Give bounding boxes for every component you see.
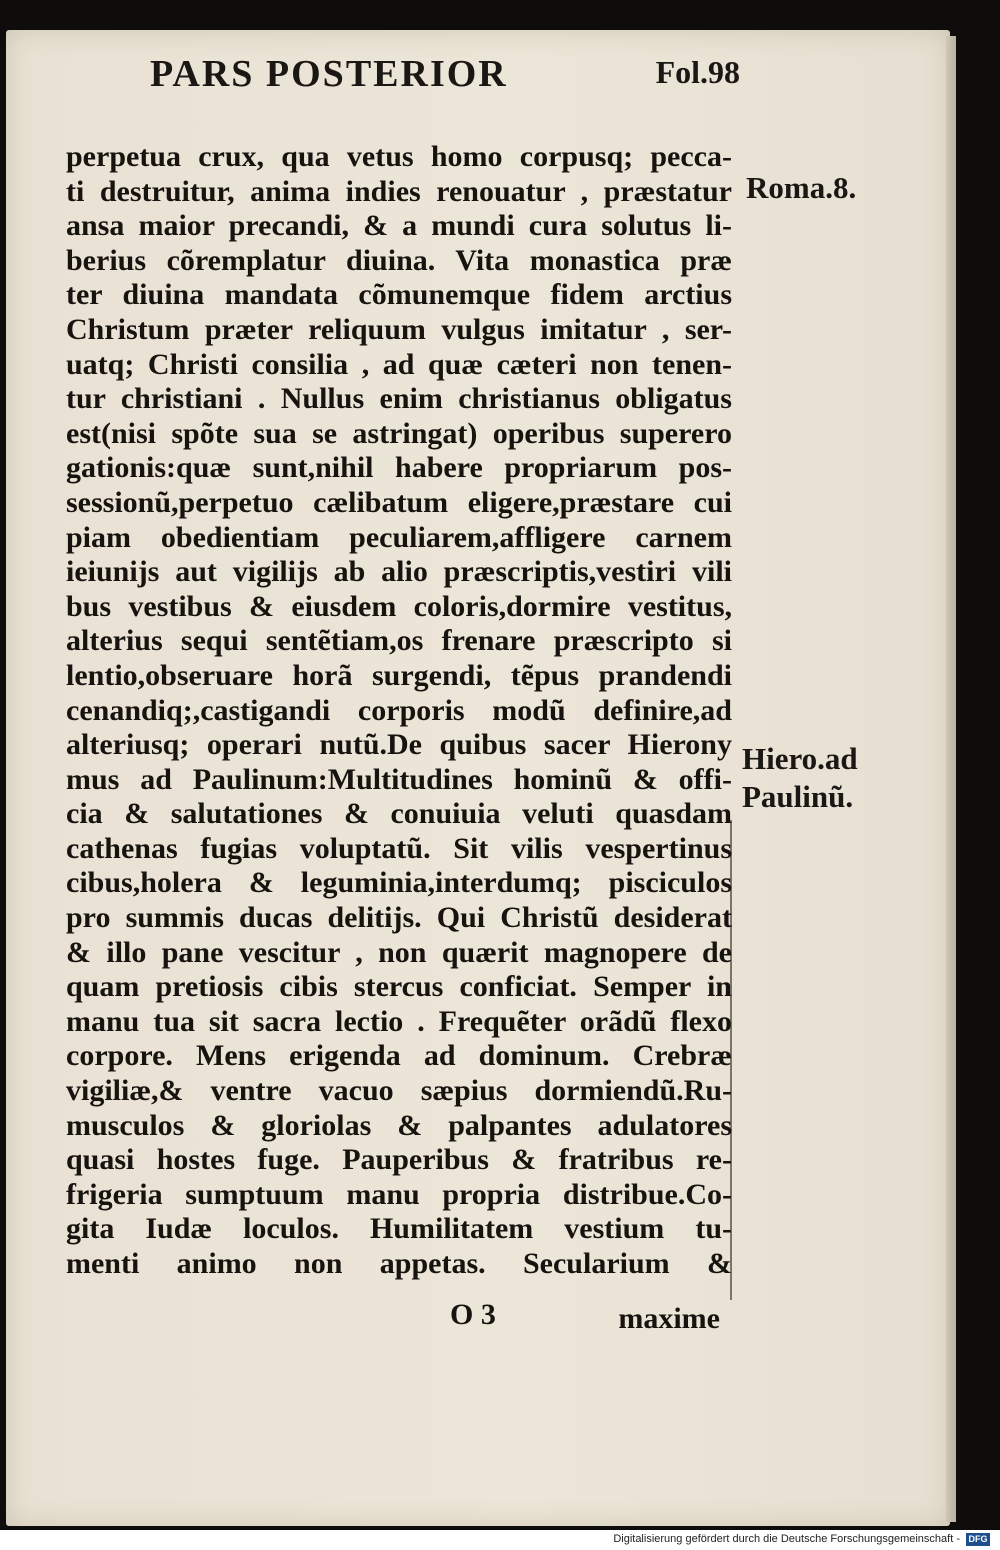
dfg-logo-icon: DFG xyxy=(966,1533,990,1546)
text-line: bus vestibus & eiusdem coloris,dormire vestitus, xyxy=(66,589,732,623)
digitization-credit-bar xyxy=(0,1530,1000,1550)
text-line: alteriusq; operari nutũ.De quibus sacer Hierony xyxy=(66,728,732,762)
margin-note-roma: Roma.8. xyxy=(746,170,857,205)
digitization-credit-text: Digitalisierung gefördert durch die Deutsche Forschungsgemeinschaft - xyxy=(613,1533,960,1545)
text-line: ti destruitur, anima indies renouatur , præstatur xyxy=(66,174,732,208)
text-line: corpore. Mens erigenda ad dominum. Crebræ xyxy=(66,1039,732,1073)
text-line: musculos & gloriolas & palpantes adulatores xyxy=(66,1108,732,1142)
text-line: piam obedientiam peculiarem,affligere carnem xyxy=(66,520,732,554)
text-line: tur christiani . Nullus enim christianus obligatus xyxy=(66,382,732,416)
text-line: & illo pane vescitur , non quærit magnopere de xyxy=(66,935,732,969)
text-line: frigeria sumptuum manu propria distribue.Co- xyxy=(66,1177,732,1211)
page-footer xyxy=(450,1298,720,1342)
folio-number: Fol.98 xyxy=(655,54,740,90)
text-line: quasi hostes fuge. Pauperibus & fratribus re- xyxy=(66,1143,732,1177)
text-line: pro summis ducas delitijs. Qui Christũ desiderat xyxy=(66,901,732,935)
text-line: ieiunijs aut vigilijs ab alio præscriptis,vestiri vili xyxy=(66,555,732,589)
signature-mark: O 3 xyxy=(450,1298,496,1331)
text-line: mus ad Paulinum:Multitudines hominũ & offi- xyxy=(66,762,732,796)
margin-bracket xyxy=(720,820,732,1300)
text-line: perpetua crux, qua vetus homo corpusq; pecca- xyxy=(66,140,732,173)
text-line: est(nisi spõte sua se astringat) operibus superero xyxy=(66,416,732,450)
text-line: manu tua sit sacra lectio . Frequẽter orãdũ flexo xyxy=(66,1004,732,1038)
text-line: berius cõremplatur diuina. Vita monastica præ xyxy=(66,243,732,277)
text-line: ansa maior precandi, & a mundi cura solutus li- xyxy=(66,209,732,243)
text-line: cenandiq;,castigandi corporis modũ definire,ad xyxy=(66,693,732,727)
text-line: sessionũ,perpetuo cælibatum eligere,præstare cui xyxy=(66,485,732,519)
margin-note-hiero-line-1: Hiero.ad xyxy=(742,741,858,776)
page-header xyxy=(150,52,740,102)
main-text-block xyxy=(66,140,732,1282)
running-title: PARS POSTERIOR xyxy=(150,53,508,95)
text-line: uatq; Christi consilia , ad quæ cæteri non tenen- xyxy=(66,347,732,381)
text-line: cathenas fugias voluptatũ. Sit vilis vespertinus xyxy=(66,831,732,865)
text-line: cibus,holera & leguminia,interdumq; pisciculos xyxy=(66,866,732,900)
text-line: lentio,obseruare horã surgendi, tẽpus prandendi xyxy=(66,658,732,692)
text-line: quam pretiosis cibis stercus conficiat. Semper in xyxy=(66,970,732,1004)
text-line: gita Iudæ loculos. Humilitatem vestium tu- xyxy=(66,1212,732,1246)
text-line: Christum præter reliquum vulgus imitatur , ser- xyxy=(66,312,732,346)
margin-note-hiero-line-2: Paulinũ. xyxy=(742,779,854,814)
margin-note-hieronymus xyxy=(742,740,858,816)
text-line: ter diuina mandata cõmunemque fidem arctius xyxy=(66,278,732,312)
catchword: maxime xyxy=(618,1302,720,1335)
text-line: gationis:quæ sunt,nihil habere propriarum pos- xyxy=(66,451,732,485)
text-line: alterius sequi sentẽtiam,os frenare præscripto si xyxy=(66,624,732,658)
text-line: vigiliæ,& ventre vacuo sæpius dormiendũ.Ru- xyxy=(66,1074,732,1108)
text-line: cia & salutationes & conuiuia veluti quasdam xyxy=(66,797,732,831)
text-line: menti animo non appetas. Secularium & xyxy=(66,1247,732,1280)
